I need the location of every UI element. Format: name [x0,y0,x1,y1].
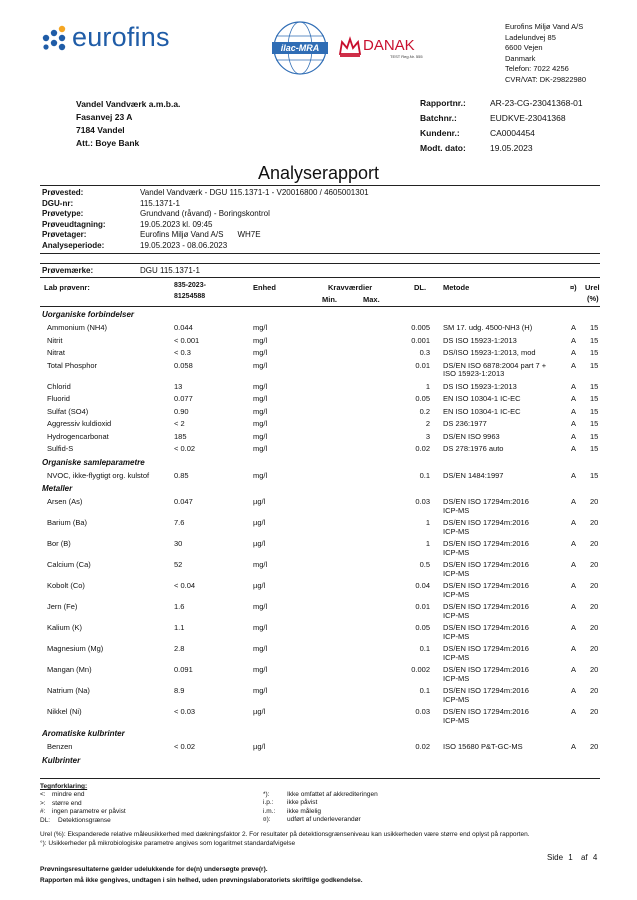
accreditation: A [571,335,577,345]
method: EN ISO 10304-1 IC-EC [443,394,521,403]
unit: mg/l [253,406,268,416]
unit: mg/l [253,360,268,370]
legend-right [263,791,378,825]
section-title: Uorganiske forbindelser [42,310,135,319]
unit: µg/l [253,497,266,506]
method: DS/EN ISO 17294m:2016 [443,602,529,611]
accreditation: A [571,419,577,428]
danak-logo [338,34,428,60]
unit: mg/l [253,431,268,441]
uncertainty: 20 [590,602,599,611]
result-value: 0.85 [174,470,189,480]
parameter-name: Magnesium (Mg) [47,644,104,653]
uncertainty: 20 [590,686,599,695]
accreditation: A [571,381,577,391]
accreditation: A [571,623,577,632]
uncertainty: 20 [590,742,599,751]
detection-limit: 0.1 [419,470,430,480]
detection-limit: 0.005 [411,323,430,332]
accreditation: A [571,406,577,416]
uncertainty: 20 [590,560,599,569]
legend-item: i.m.: ikke målelig [263,807,321,815]
danak-text: DANAK [363,37,415,54]
detection-limit: 1 [425,381,430,391]
unit: µg/l [253,581,266,590]
report-info-row: Kundenr.: CA0004454 [420,128,535,138]
section-title: Aromatiske kulbrinter [42,729,125,738]
legend-item: i.p.: ikke påvist [263,799,318,807]
uncertainty: 15 [590,323,599,332]
sample-mark: Prøvemærke: DGU 115.1371-1 [42,266,200,275]
sample-info [42,188,383,251]
section-title: Metaller [42,484,73,493]
method: ICP-MS [443,652,470,662]
result-value: 0.90 [174,406,189,416]
method: DS/ISO 15923-1:2013, mod [443,348,536,357]
uncertainty: 15 [590,431,599,441]
sample-info-row: DGU-nr: 115.1371-1 [42,198,180,208]
legend-item: *): Ikke omfattet af akkrediteringen [263,791,378,798]
result-value: < 0.03 [174,707,196,716]
report-info-row: Modt. dato: 19.05.2023 [420,143,533,153]
method: ICP-MS [443,673,470,683]
accreditation: A [571,348,577,357]
result-value: 2.8 [174,644,185,653]
unit: mg/l [253,602,268,611]
method: ICP-MS [443,694,470,704]
detection-limit: 2 [425,419,430,428]
method: ISO 15923-1:2013 [443,369,505,378]
method: DS/EN ISO 17294m:2016 [443,497,529,506]
address-line: 6600 Vejen [505,43,543,53]
address-line: Eurofins Miljø Vand A/S [505,22,584,31]
result-value: 0.077 [174,394,193,403]
unit: mg/l [253,419,268,428]
method: DS/EN ISO 17294m:2016 [443,518,529,527]
accreditation: A [571,560,577,569]
method: DS/EN ISO 17294m:2016 [443,665,529,674]
unit: mg/l [253,348,268,357]
recipient-line: Att.: Boye Bank [76,138,140,148]
recipient-line: Fasanvej 23 A [76,112,133,122]
result-value: 0.047 [174,497,193,506]
detection-limit: 0.02 [415,444,430,453]
ilac-mra-logo [268,16,332,80]
uncertainty: 20 [590,497,599,506]
parameter-name: Barium (Ba) [47,518,88,527]
result-value: 0.091 [174,665,193,674]
method: EN ISO 10304-1 IC-EC [443,406,521,416]
detection-limit: 0.03 [415,707,430,716]
unit: mg/l [253,335,268,345]
unit: mg/l [253,623,268,632]
unit: mg/l [253,665,268,674]
table-header: Lab prøvenr: 835-2023- 81254588 Enhed Kravværdier Min. Max. DL. Metode ¤) Urel (%) [44,282,600,304]
uncertainty: 20 [590,644,599,653]
parameter-name: Jern (Fe) [47,602,78,611]
method: ICP-MS [443,589,470,599]
result-value: 185 [174,431,187,441]
legend-item: #: ingen parametre er påvist [40,808,126,816]
result-value: 0.044 [174,323,193,332]
parameter-name: Arsen (As) [47,497,83,506]
note-line: °): Usikkerheder på mikrobiologiske parametre angives som logaritmet standardafvigelse [40,840,296,847]
detection-limit: 3 [425,431,430,441]
report-info-row: Batchnr.: EUDKVE-23041368 [420,113,566,123]
uncertainty: 15 [590,470,599,480]
detection-limit: 0.03 [415,497,430,506]
address-line: Telefon: 7022 4256 [505,64,569,74]
result-value: 13 [174,381,183,391]
detection-limit: 0.002 [411,665,430,674]
recipient-line: 7184 Vandel [76,125,125,135]
footer [40,864,363,886]
parameter-name: Calcium (Ca) [47,560,91,569]
divider [40,185,600,186]
parameter-name: Ammonium (NH4) [47,323,108,332]
uncertainty: 15 [590,444,599,453]
result-value: 1.1 [174,623,185,632]
detection-limit: 0.001 [411,335,430,345]
lab-address [505,22,586,86]
accreditation: A [571,431,577,441]
detection-limit: 0.01 [415,360,430,370]
uncertainty: 15 [590,335,599,345]
crown-icon [338,36,362,58]
sample-info-row: Prøvested: Vandel Vandværk - DGU 115.1371-1 - V20016800 / 4605001301 [42,188,369,197]
address-line: CVR/VAT: DK-29822980 [505,74,587,84]
divider [40,277,600,278]
page-number: Side 1 af 4 [547,853,598,862]
parameter-name: NVOC, ikke-flygtigt org. kulstof [47,470,150,480]
unit: µg/l [253,539,266,548]
parameter-name: Hydrogencarbonat [47,431,109,441]
unit: mg/l [253,470,268,480]
parameter-name: Fluorid [47,394,70,403]
parameter-name: Nitrit [47,335,63,345]
sample-info-row: Prøvetype: Grundvand (råvand) - Boringskontrol [42,209,270,218]
eurofins-logo [40,22,190,52]
divider [40,263,600,264]
accreditation: A [571,323,577,332]
result-value: 7.6 [174,518,185,527]
divider [40,253,600,254]
detection-limit: 0.1 [419,644,430,653]
detection-limit: 0.01 [415,602,430,611]
method: DS/EN ISO 17294m:2016 [443,581,529,590]
method: DS/EN ISO 17294m:2016 [443,539,529,548]
accreditation: A [571,707,577,716]
uncertainty: 20 [590,518,599,527]
accreditation: A [571,581,577,590]
method: DS 278:1976 auto [443,444,504,453]
result-value: 0.058 [174,360,193,370]
method: ICP-MS [443,505,470,515]
accreditation: A [571,602,577,611]
detection-limit: 0.1 [419,686,430,695]
method: DS/EN ISO 9963 [443,431,500,441]
logo-text: eurofins [72,22,170,52]
method: DS/EN ISO 17294m:2016 [443,707,529,716]
unit: mg/l [253,381,268,391]
method: DS/EN ISO 17294m:2016 [443,644,529,653]
footer-line: Rapporten må ikke gengives, undtagen i sin helhed, uden prøvningslaboratoriets skriftlige godkendelse. [40,877,363,884]
method: DS/EN 1484:1997 [443,470,504,480]
result-value: < 0.02 [174,742,196,751]
uncertainty: 15 [590,419,599,428]
unit: mg/l [253,394,268,403]
uncertainty: 15 [590,406,599,416]
method: ICP-MS [443,547,470,557]
uncertainty: 20 [590,581,599,590]
result-value: < 0.02 [174,444,196,453]
result-value: 8.9 [174,686,185,695]
result-value: < 2 [174,419,185,428]
result-value: 1.6 [174,602,185,611]
uncertainty: 20 [590,707,599,716]
divider [40,778,600,779]
sample-info-row: Prøvetager: Eurofins Miljø Vand A/S WH7E [42,230,261,239]
parameter-name: Bor (B) [47,539,71,548]
accreditation: A [571,497,577,506]
detection-limit: 1 [425,518,430,527]
result-value: 52 [174,560,183,569]
method: DS/EN ISO 17294m:2016 [443,623,529,632]
sample-info-row: Analyseperiode: 19.05.2023 - 08.06.2023 [42,240,228,250]
unit: µg/l [253,742,266,751]
legend-item: ¤): udført af underleverandør [263,816,361,824]
legend-title: Tegnforklaring: [40,783,88,790]
method: SM 17. udg. 4500-NH3 (H) [443,323,533,332]
method: DS ISO 15923-1:2013 [443,335,517,345]
detection-limit: 0.05 [415,394,430,403]
parameter-name: Aggressiv kuldioxid [47,419,112,428]
unit: µg/l [253,707,266,716]
section-title: Kulbrinter [42,755,81,765]
method: DS ISO 15923-1:2013 [443,381,517,391]
parameter-name: Nikkel (Ni) [47,707,82,716]
uncertainty: 20 [590,665,599,674]
footer-line: Prøvningsresultaterne gælder udelukkende for de(n) undersøgte prøve(r). [40,866,268,873]
uncertainty: 20 [590,539,599,548]
result-value: < 0.04 [174,581,196,590]
detection-limit: 0.02 [415,742,430,751]
method: DS/EN ISO 17294m:2016 [443,560,529,569]
unit: mg/l [253,560,268,569]
ilac-text: ilac-MRA [280,43,320,53]
accreditation: A [571,470,577,480]
accreditation: A [571,394,577,403]
unit: mg/l [253,323,268,332]
parameter-name: Kobolt (Co) [47,581,85,590]
detection-limit: 0.2 [419,406,430,416]
detection-limit: 0.3 [419,348,430,357]
parameter-name: Sulfat (SO4) [47,406,89,416]
report-info [420,96,583,156]
legend-item: >: større end [40,799,82,807]
page-title: Analyserapport [257,163,380,183]
accreditation: A [571,518,577,527]
parameter-name: Kalium (K) [47,623,83,632]
method: ISO 15680 P&T-GC-MS [443,742,523,751]
result-value: < 0.3 [174,348,191,357]
method: DS/EN ISO 17294m:2016 [443,686,529,695]
parameter-name: Sulfid-S [47,444,74,453]
method: ICP-MS [443,568,470,578]
notes [40,830,600,848]
parameter-name: Benzen [47,742,73,751]
report-info-row: Rapportnr.: AR-23-CG-23041368-01 [420,98,583,108]
recipient-address [76,98,180,150]
sample-info-row: Prøveudtagning: 19.05.2023 kl. 09:45 [42,219,213,229]
result-value: 30 [174,539,183,548]
uncertainty: 20 [590,623,599,632]
legend-item: <: mindre end [40,791,85,799]
section-title: Organiske samleparametre [42,457,145,467]
accreditation: A [571,360,577,370]
unit: mg/l [253,686,268,695]
divider [40,306,600,307]
accreditation: A [571,665,577,674]
uncertainty: 15 [590,348,599,357]
unit: µg/l [253,518,266,527]
address-line: Danmark [505,53,536,63]
accreditation: A [571,742,577,751]
method: ICP-MS [443,631,470,641]
unit: mg/l [253,444,268,453]
parameter-name: Nitrat [47,348,65,357]
detection-limit: 0.5 [419,560,430,569]
detection-limit: 1 [425,539,430,548]
address-line: Ladelundvej 85 [505,32,556,42]
accreditation: A [571,644,577,653]
method: DS/EN ISO 6878:2004 part 7 + [443,360,547,370]
legend [40,783,126,825]
result-value: < 0.001 [174,335,200,345]
recipient-line: Vandel Vandværk a.m.b.a. [76,99,181,109]
detection-limit: 0.04 [415,581,430,590]
method: ICP-MS [443,715,470,725]
method: ICP-MS [443,610,470,620]
parameter-name: Natrium (Na) [47,686,90,695]
legend-item: DL: Detektionsgrænse [40,816,111,824]
uncertainty: 15 [590,360,599,370]
accreditation: A [571,686,577,695]
parameter-name: Chlorid [47,381,71,391]
detection-limit: 0.05 [415,623,430,632]
note-line: Urel (%): Ekspanderede relative måleusikkerhed med dækningsfaktor 2. For resultater på detektionsgrænseniveau kan usikkerheden være større end oplyst på rapporten. [40,831,530,838]
method: DS 236:1977 [443,419,487,428]
eurofins-dots-icon [40,24,70,54]
accreditation: A [571,539,577,548]
parameter-name: Total Phosphor [47,360,98,370]
parameter-name: Mangan (Mn) [47,665,92,674]
accreditation: A [571,444,577,453]
unit: mg/l [253,644,268,653]
uncertainty: 15 [590,381,599,391]
method: ICP-MS [443,526,470,536]
danak-subtext: TEST Reg.Nr. 555 [390,54,423,59]
uncertainty: 15 [590,394,599,403]
